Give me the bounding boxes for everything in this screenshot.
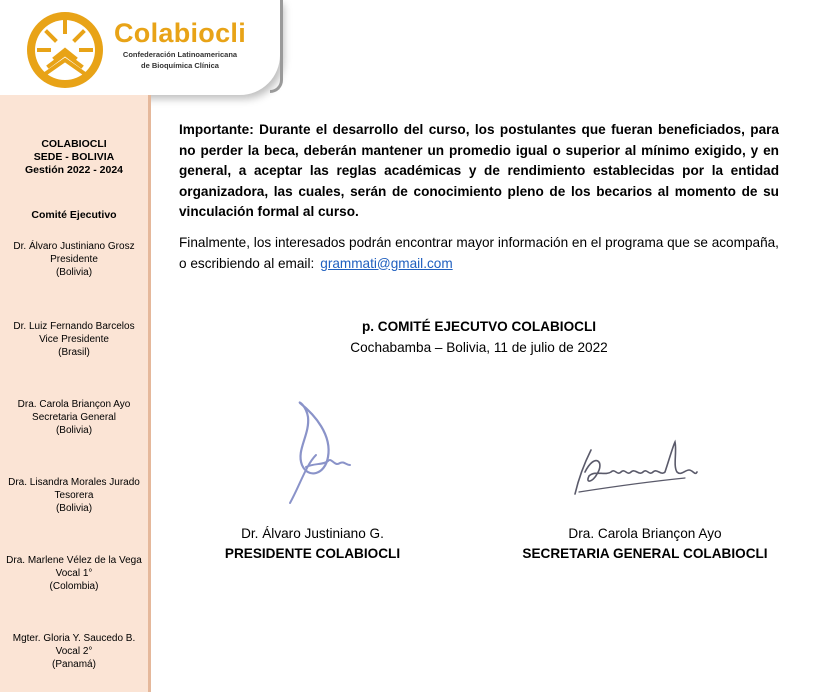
member-country: (Brasil)	[58, 347, 90, 358]
member-name: Dra. Marlene Vélez de la Vega	[6, 555, 142, 566]
signer-title: PRESIDENTE COLABIOCLI	[224, 546, 401, 561]
final-paragraph	[179, 233, 779, 274]
sidebar-org	[0, 138, 148, 177]
signer-secretary	[515, 524, 775, 564]
handwritten-signature-icon	[565, 432, 705, 502]
sidebar	[0, 95, 148, 692]
sidebar-divider	[148, 95, 151, 692]
email-link[interactable]: grammati@gmail.com	[320, 255, 453, 271]
member-name: Dra. Lisandra Morales Jurado	[8, 477, 140, 488]
member-name: Dr. Álvaro Justiniano Grosz	[13, 241, 135, 252]
member-country: (Bolivia)	[55, 267, 93, 278]
sidebar-heading: Comité Ejecutivo	[31, 209, 117, 221]
brand-subtitle-line1: Confederación Latinoamericana	[122, 50, 238, 59]
sidebar-org-term: Gestión 2022 - 2024	[24, 164, 124, 176]
member-role: Presidente	[50, 254, 98, 265]
sidebar-member	[0, 632, 148, 671]
closing-place-date: Cochabamba – Bolivia, 11 de julio de 2022	[350, 340, 608, 355]
signer-name: Dr. Álvaro Justiniano G.	[241, 526, 384, 541]
letterhead	[0, 0, 280, 95]
signer-title: SECRETARIA GENERAL COLABIOCLI	[522, 546, 768, 561]
sidebar-org-name: COLABIOCLI	[41, 138, 107, 150]
important-paragraph: Importante: Durante el desarrollo del curso, los postulantes que fueran beneficiados, para no perder la beca, deberán mantener un promedio igual o superior al mínimo exigido, y en general, a aceptar las reglas académicas y de rendimiento establecidas por la entidad organizadora, las cuales, serán de conocimiento pleno de los becarios al momento de su vinculación formal al curso.	[179, 122, 779, 219]
sidebar-member	[0, 476, 148, 515]
member-name: Dr. Luiz Fernando Barcelos	[13, 321, 135, 332]
sidebar-member	[0, 320, 148, 359]
member-role: Secretaria General	[32, 412, 116, 423]
colabiocli-logo-icon	[25, 10, 105, 90]
sidebar-org-seat: SEDE - BOLIVIA	[33, 151, 115, 163]
sidebar-member	[0, 398, 148, 437]
final-text: Finalmente, los interesados podrán encontrar mayor información en el programa que se acompaña, o escribiendo al email:	[179, 235, 779, 271]
member-country: (Panamá)	[52, 659, 96, 670]
member-name: Dra. Carola Briançon Ayo	[17, 399, 131, 410]
handwritten-signature-icon	[270, 395, 360, 510]
member-name: Mgter. Gloria Y. Saucedo B.	[12, 633, 136, 644]
member-country: (Bolivia)	[55, 503, 93, 514]
member-role: Vocal 2°	[55, 646, 93, 657]
member-role: Vocal 1°	[55, 568, 93, 579]
brand-subtitle-line2: de Bioquímica Clínica	[141, 61, 219, 70]
brand-block	[114, 18, 246, 71]
member-role: Tesorera	[54, 490, 94, 501]
signer-president	[205, 524, 420, 564]
member-role: Vice Presidente	[39, 334, 109, 345]
closing-org: p. COMITÉ EJECUTVO COLABIOCLI	[361, 319, 597, 334]
member-country: (Bolivia)	[55, 425, 93, 436]
sidebar-member	[0, 554, 148, 593]
sidebar-member	[0, 240, 148, 279]
member-country: (Colombia)	[49, 581, 99, 592]
brand-name: Colabiocli	[114, 18, 247, 48]
signer-name: Dra. Carola Briançon Ayo	[568, 526, 722, 541]
